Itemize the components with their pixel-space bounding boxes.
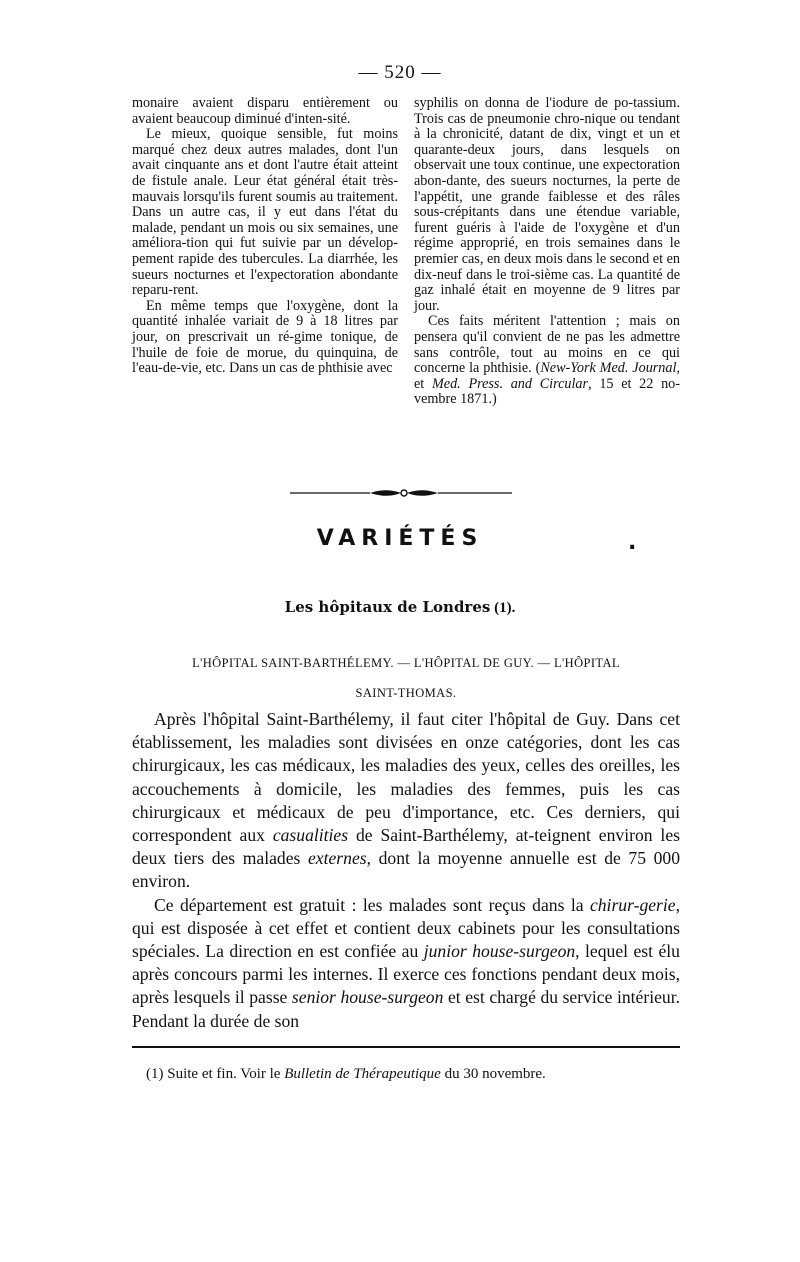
article-title-footnote-ref: (1). [490,600,516,616]
body-paragraph [132,708,680,894]
italic-text: chirur-gerie [589,894,676,915]
text-run: Ces faits méritent l'attention ; mais on pensera qu'il convient de ne pas les admettre sans contrôle, tout au moins en ce qui concerne la phthisie. ( [414,313,680,377]
left-column-paragraph [132,127,398,299]
right-column-paragraph [414,314,680,408]
text-run: Ce département est gratuit : les malades sont reçus dans la [154,894,590,915]
text-run: monaire avaient disparu entièrement ou avaient beaucoup diminué d'inten-sité. [132,95,398,127]
text-run: , 15 et 22 no-vembre 1871.) [414,375,681,408]
section-title-dot: . [628,530,637,555]
italic-text: casualities [272,825,349,846]
left-column-paragraph [132,96,398,127]
section-title-text: VARIÉTÉS [316,526,484,551]
text-run: , dont la moyenne annuelle est de 75 000 environ. [132,848,680,892]
left-column-paragraph [132,299,398,377]
italic-text: junior house-surgeon [423,941,576,962]
text-run: de Saint-Barthélemy, at-teignent environ les deux tiers des malades [132,825,680,869]
footnote-rule [132,1046,680,1048]
right-column [414,96,680,408]
section-title [0,526,800,555]
footnote [146,1066,686,1083]
subhead-line-1: L'HÔPITAL SAINT-BARTHÉLEMY. — L'HÔPITAL DE GUY. — L'HÔPITAL [192,656,620,670]
left-column [132,96,398,408]
text-run: Après l'hôpital Saint-Barthélemy, il faut citer l'hôpital de Guy. Dans cet établissement, les maladies sont divisées en onze catégories, dont les cas chirurgicaux, les cas médicaux, les maladies des yeux, celles des oreilles, les accouchements à domicile, les maladies des femmes, puis les cas chirurgicaux et médicaux de peu d'importance, etc. Ces derniers, qui correspondent aux [132,709,680,846]
italic-text: Bulletin de Thérapeutique [284,1066,441,1082]
text-run: , et [414,360,680,392]
italic-text: externes [307,848,367,869]
right-column-paragraph [414,96,680,314]
two-column-text [132,96,680,408]
text-run: (1) Suite et fin. Voir le [146,1066,285,1082]
body-paragraph [132,894,680,1033]
text-run: En même temps que l'oxygène, dont la quantité inhalée variait de 9 à 18 litres par jour, on prescrivait un ré-gime tonique, de l'huile de foie de morue, du quinquina, de l'eau-de-vie, etc. Dans un cas de phthisie avec [132,297,398,377]
italic-text: senior house-surgeon [291,987,444,1008]
subhead-line-2: SAINT-THOMAS. [355,686,457,700]
article-subheads [132,648,680,708]
article-title-text: Les hôpitaux de Londres [284,598,491,616]
article-body [132,708,680,1033]
text-run: , lequel est élu après concours parmi les internes. Il exerce ces fonctions pendant deux mois, après lesquels il passe [132,941,680,1008]
italic-text: New-York Med. Journal [540,360,677,377]
text-run: , qui est disposée à cet effet et contient deux cabinets pour les consultations spéciales. La direction en est confiée au [132,894,680,962]
ornament-divider [290,484,512,502]
article-title [0,598,800,617]
page-number: — 520 — [358,62,442,83]
text-run: et est chargé du service intérieur. Pendant la durée de son [132,987,680,1031]
text-run: du 30 novembre. [440,1066,546,1082]
italic-text: Med. Press. and Circular [431,375,589,392]
text-run: Le mieux, quoique sensible, fut moins marqué chez deux autres malades, dont l'un avait cinquante ans et dont l'autre était atteint de fistule anale. Leur état général était très-mauvais lorsqu'ils furent soumis au traitement. Dans un autre cas, il y eut dans l'état du malade, pendant un mois ou six semaines, une améliora-tion qui fut suivie par un dévelop-pement rapide des tubercules. La diarrhée, les sueurs nocturnes et l'expectoration abondante reparu-rent. [132,126,398,299]
text-run: syphilis on donna de l'iodure de po-tassium. Trois cas de pneumonie chro-nique ou tendant à la chronicité, datant de dix, vingt et un et quarante-deux jours, dans lesquels on observait une toux continue, une expectoration abon-dante, des sueurs nocturnes, la perte de l'appétit, une grande faiblesse et des râles sous-crépitants dans une étendue variable, furent guéris à l'aide de l'oxygène et d'un régime approprié, en trois semaines dans le premier cas, en deux mois dans le second et en dix-neuf dans le troi-sième cas. La quantité de gaz inhalé était en moyenne de 9 litres par jour. [414,95,680,314]
